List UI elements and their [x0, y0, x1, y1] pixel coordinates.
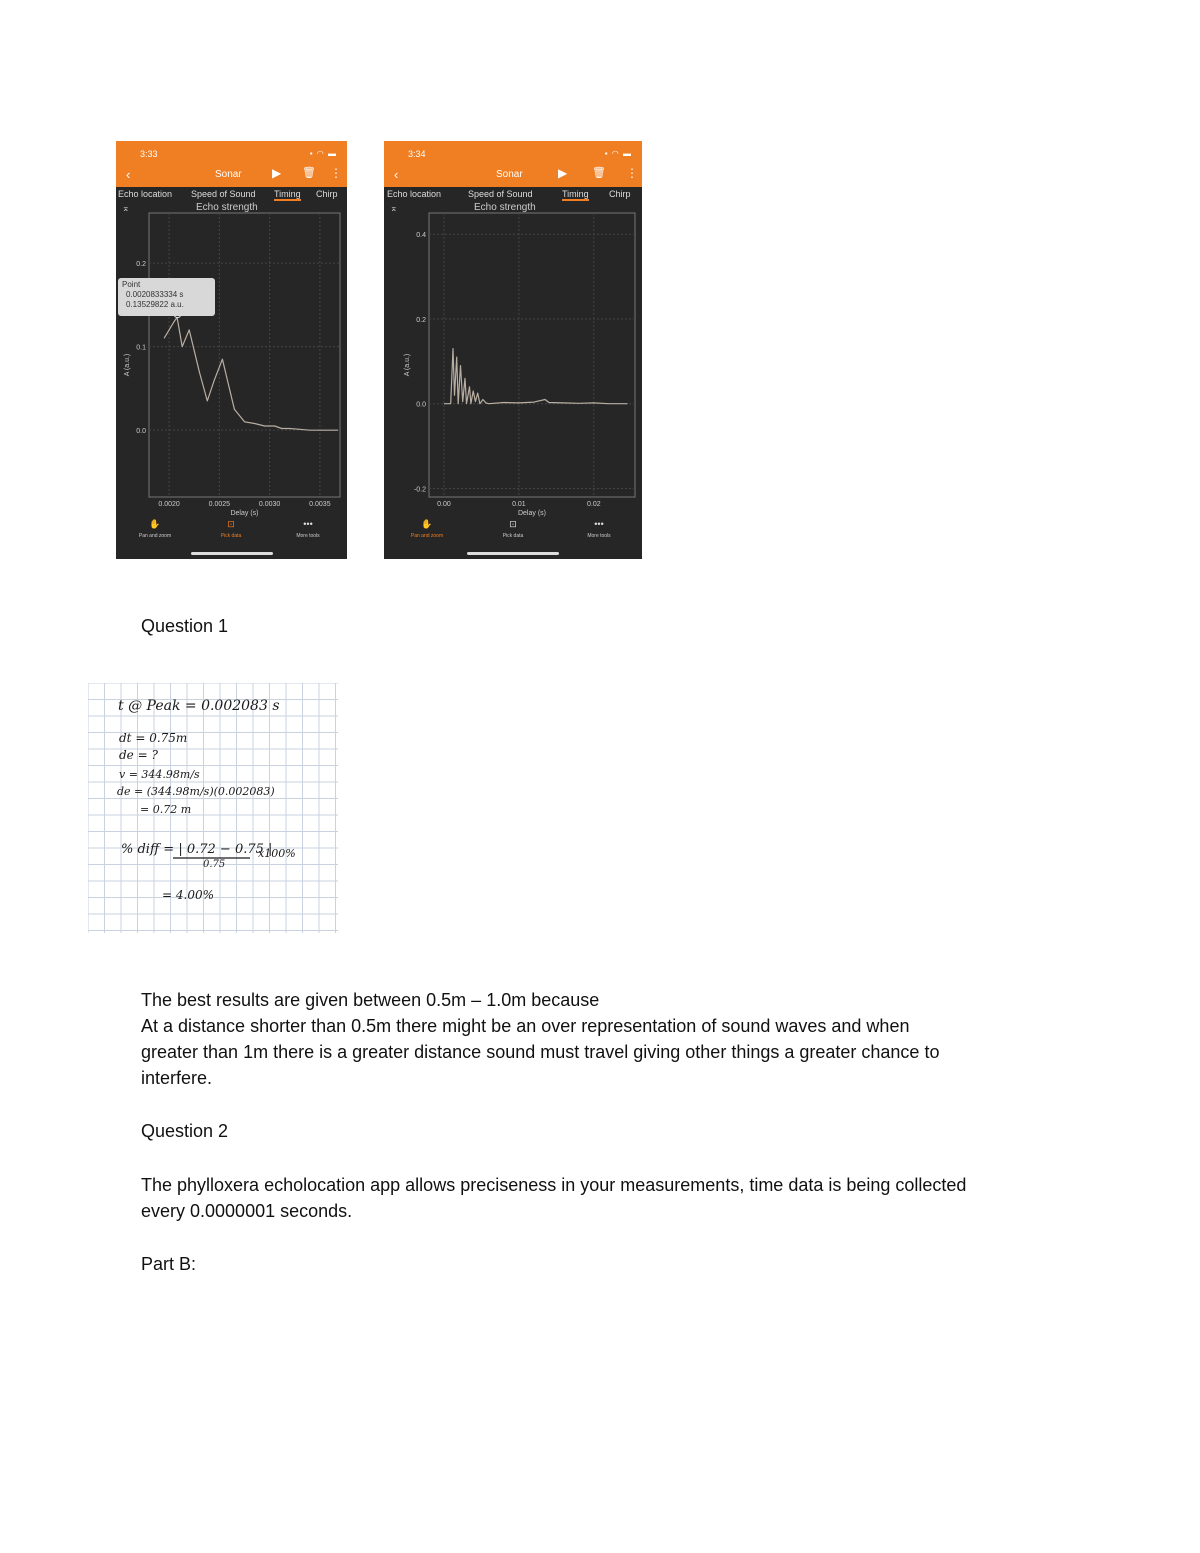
play-icon[interactable]: ▶ [272, 166, 282, 180]
question-1-heading: Question 1 [141, 616, 229, 636]
tool-pick-data[interactable]: ⊡ Pick data [478, 519, 548, 539]
status-icons: ▪ ◠ ▬ [309, 149, 337, 158]
hw-line-1: t @ Peak = 0.002083 s [118, 698, 280, 714]
app-title: Sonar [215, 169, 242, 180]
trash-icon[interactable]: 🗑 [302, 167, 316, 179]
more-vert-icon[interactable]: ⋮ [626, 166, 638, 180]
plot-frame [149, 213, 340, 497]
y-axis-label: A (a.u.) [404, 353, 411, 377]
x-tick-label: 0.0020 [158, 501, 180, 508]
echo-series-line [164, 317, 338, 430]
hand-icon: ✋ [149, 519, 161, 529]
tool-pick-data[interactable]: ⊡ Pick data [196, 519, 266, 539]
tool-more-tools[interactable]: ••• More tools [273, 519, 343, 539]
tooltip-x: 0.0020833334 s [126, 290, 184, 299]
app-title: Sonar [496, 169, 523, 180]
collapse-icon[interactable]: ⌅ [390, 203, 398, 213]
y-tick-label: 0.4 [416, 232, 426, 240]
tab-echo-location[interactable]: Echo location [387, 189, 442, 199]
dots-icon: ••• [303, 519, 313, 529]
phone-screenshot-right [384, 141, 642, 559]
tab-timing[interactable]: Timing [274, 189, 301, 199]
plot-frame [429, 213, 635, 497]
echo-strength-chart-left[interactable] [116, 141, 347, 519]
y-tick-label: 0.0 [136, 428, 146, 436]
answer-1-paragraph [141, 987, 939, 1091]
graph-subtitle: Echo strength [474, 202, 536, 213]
answer-2-line: The phylloxera echolocation app allows preciseness in your measurements, time data is being collected [141, 1175, 967, 1195]
hw-line-2: dt = 0.75m [119, 731, 188, 745]
x-tick-label: 0.0035 [309, 501, 331, 508]
graph-subtitle: Echo strength [196, 202, 258, 213]
handwritten-notes [88, 683, 338, 933]
status-time: 3:33 [140, 149, 158, 159]
y-tick-label: 0.1 [136, 344, 146, 352]
hw-line-7: % diff = | 0.72 − 0.75 | [121, 842, 273, 857]
tab-speed-of-sound[interactable]: Speed of Sound [468, 189, 533, 199]
x-axis-label: Delay (s) [517, 510, 547, 517]
x-tick-label: 0.02 [586, 501, 601, 508]
tool-pan-zoom[interactable]: ✋ Pan and zoom [120, 519, 190, 539]
tooltip-title: Point [122, 280, 141, 289]
home-indicator [467, 552, 559, 555]
status-icons: ▪ ◠ ▬ [604, 149, 632, 158]
x-tick-label: 0.0025 [208, 501, 231, 508]
back-icon[interactable]: ‹ [394, 167, 399, 182]
tab-echo-location[interactable]: Echo location [118, 189, 173, 199]
echo-series-line [444, 349, 628, 404]
answer-1-line: At a distance shorter than 0.5m there might be an over representation of sound waves and when [141, 1016, 910, 1036]
collapse-icon[interactable]: ⌅ [122, 203, 130, 213]
pick-icon: ⊡ [509, 519, 517, 529]
hw-line-3: de = ? [119, 748, 158, 762]
tab-timing[interactable]: Timing [562, 189, 589, 199]
hand-icon: ✋ [421, 519, 433, 529]
hw-line-6: = 0.72 m [140, 803, 192, 816]
x-tick-label: 0.0030 [258, 501, 281, 508]
answer-2-paragraph [141, 1172, 966, 1224]
hw-line-4: v = 344.98m/s [119, 768, 200, 781]
tool-pan-zoom[interactable]: ✋ Pan and zoom [392, 519, 462, 539]
hw-line-9: x100% [258, 847, 296, 860]
phone-screenshot-left [116, 141, 347, 559]
x-tick-label: 0.01 [512, 501, 526, 508]
tooltip-y: 0.13529822 a.u. [126, 300, 184, 309]
part-b-heading: Part B: [141, 1254, 197, 1274]
answer-2-line: every 0.0000001 seconds. [141, 1201, 353, 1221]
pick-icon: ⊡ [227, 519, 235, 529]
status-time: 3:34 [408, 149, 426, 159]
tool-more-tools[interactable]: ••• More tools [564, 519, 634, 539]
answer-1-line: greater than 1m there is a greater distance sound must travel giving other things a greater chance to [141, 1042, 940, 1062]
hw-line-10: = 4.00% [162, 888, 214, 902]
tab-chirp[interactable]: Chirp [609, 189, 631, 199]
tab-speed-of-sound[interactable]: Speed of Sound [191, 189, 256, 199]
trash-icon[interactable]: 🗑 [592, 167, 606, 179]
dots-icon: ••• [594, 519, 604, 529]
answer-1-line: interfere. [141, 1068, 213, 1088]
y-tick-label: 0.2 [416, 316, 426, 324]
y-tick-label: -0.2 [413, 486, 426, 494]
y-tick-label: 0.0 [416, 401, 426, 409]
back-icon[interactable]: ‹ [126, 167, 131, 182]
hw-line-5: de = (344.98m/s)(0.002083) [117, 785, 275, 798]
point-tooltip [118, 278, 215, 316]
y-tick-label: 0.2 [136, 261, 146, 269]
echo-strength-chart-right[interactable] [384, 141, 642, 519]
play-icon[interactable]: ▶ [558, 166, 568, 180]
tab-chirp[interactable]: Chirp [316, 189, 338, 199]
y-axis-label: A (a.u.) [124, 353, 131, 377]
question-2-heading: Question 2 [141, 1121, 229, 1141]
answer-1-line: The best results are given between 0.5m – 1.0m because [141, 990, 600, 1010]
home-indicator [191, 552, 273, 555]
x-tick-label: 0.00 [437, 501, 451, 508]
x-axis-label: Delay (s) [230, 510, 259, 517]
grid-paper [88, 683, 338, 933]
more-vert-icon[interactable]: ⋮ [330, 166, 342, 180]
hw-line-8: 0.75 [203, 859, 226, 870]
